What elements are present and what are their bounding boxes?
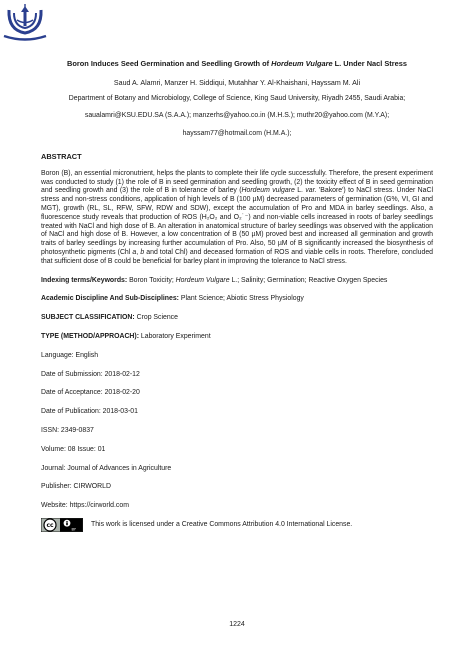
method-type: TYPE (METHOD/APPROACH): Laboratory Experiment xyxy=(41,332,211,340)
meta-issn: ISSN: 2349-0837 xyxy=(41,426,94,434)
paper-body xyxy=(41,60,433,532)
meta-publisher: Publisher: CIRWORLD xyxy=(41,483,111,491)
meta-journal: Journal: Journal of Advances in Agriculture xyxy=(41,464,172,472)
author-emails-2: hayssam77@hotmail.com (H.M.A.); xyxy=(182,130,292,138)
license-row xyxy=(41,518,433,532)
keywords: Indexing terms/Keywords: Boron Toxicity; Hordeum Vulgare L.; Salinity; Germination; Reactive Oxygen Species xyxy=(41,276,388,284)
title-species: Hordeum Vulgare xyxy=(271,59,333,68)
meta-publication-date: Date of Publication: 2018-03-01 xyxy=(41,408,138,416)
svg-text:cc: cc xyxy=(46,522,54,530)
cc-by-license-icon[interactable] xyxy=(41,518,83,532)
academic-discipline: Academic Discipline And Sub-Disciplines: Plant Science; Abiotic Stress Physiology xyxy=(41,295,304,303)
abstract-text: Boron (B), an essential micronutrient, helps the plants to complete their life cycle successfully. Therefore, the present experiment was conducted to study (1) the role of B in seed germination and seedling growth, (2) the toxicity effect of B in seed germination and seedling growth and (3) the role of B in tolerance of barley (Hordeum vulgare L. var. 'Bakore') to NaCl stress. Under NaCl stress and non-stress conditions, application of high levels of B (100 µM) decreased parameters of germination (G%, VI, GI and MGT), growth (RL, SL, RFW, SFW, RDW and SDW), except the accumulation of Pro and MDA in barley seedlings. Also, a fluorescence study reveals that production of ROS (H₂O₂ and O₂˙⁻) and non-viable cells increased in roots of barley seedlings treated with NaCl and high dose of B. An alteration in anatomical structure of barley seedlings was observed with the application of NaCl and high dose of B. However, a low concentration of B (50 µM) proved best and increased all germination and growth traits of barley seedlings by increasing further accumulation of Pro. Also, 50 µM of B significantly increased the biosynthesis of photosynthetic pigments (Chl a, b and total Chl) and deceased formation of ROS and viable cells in roots. Therefore, concluded that sufficient dose of B could be beneficial for barley plant in improving the tolerance to NaCl stress. xyxy=(41,169,434,265)
author-emails: saualamri@KSU.EDU.SA (S.A.A.); manzerhs@yahoo.co.in (M.H.S.); muthr20@yahoo.com (M.Y.A); xyxy=(84,112,390,120)
paper-title: Boron Induces Seed Germination and Seedling Growth of Hordeum Vulgare L. Under Nacl Stress xyxy=(67,59,407,68)
subject-classification: SUBJECT CLASSIFICATION: Crop Science xyxy=(41,314,178,322)
svg-text:BY: BY xyxy=(71,527,76,532)
meta-submission-date: Date of Submission: 2018-02-12 xyxy=(41,370,140,378)
meta-volume: Volume: 08 Issue: 01 xyxy=(41,445,106,453)
meta-language: Language: English xyxy=(41,351,99,359)
page-number: 1224 xyxy=(229,621,245,628)
affiliation: Department of Botany and Microbiology, College of Science, King Saud University, Riyadh 2455, Saudi Arabia; xyxy=(68,94,406,102)
license-text: This work is licensed under a Creative Commons Attribution 4.0 International License. xyxy=(91,520,353,528)
publisher-logo-icon xyxy=(2,2,48,42)
abstract-heading: ABSTRACT xyxy=(41,151,82,161)
meta-acceptance-date: Date of Acceptance: 2018-02-20 xyxy=(41,389,140,397)
meta-website: Website: https://cirworld.com xyxy=(41,502,129,510)
author-list: Saud A. Alamri, Manzer H. Siddiqui, Mutahhar Y. Al-Khaishani, Hayssam M. Ali xyxy=(113,78,361,87)
